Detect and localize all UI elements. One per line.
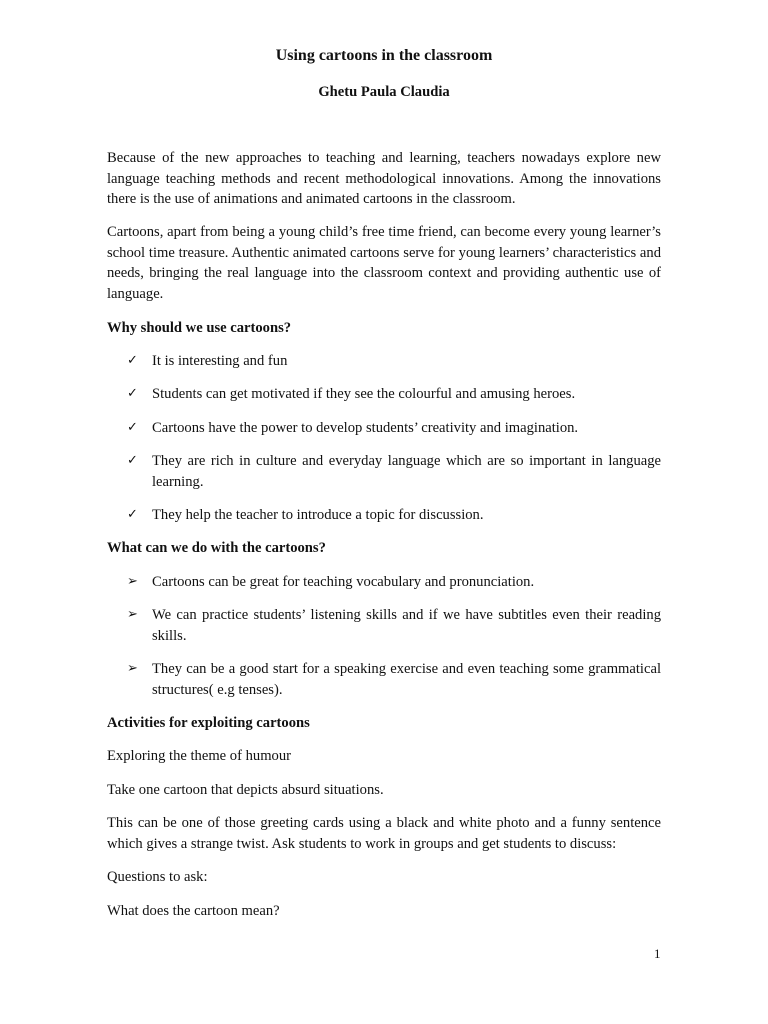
what-item-text: They can be a good start for a speaking exercise and even teaching some grammatical structures( e.g tenses). xyxy=(152,661,661,698)
take-cartoon-line: Take one cartoon that depicts absurd situations. xyxy=(107,782,384,798)
theme-line: Exploring the theme of humour xyxy=(107,748,292,764)
why-item-text: Cartoons have the power to develop students’ creativity and imagination. xyxy=(152,420,579,436)
checkmark-icon: ✓ xyxy=(127,507,138,522)
document-title: Using cartoons in the classroom xyxy=(275,47,493,64)
cartoon-meaning-question: What does the cartoon mean? xyxy=(107,903,280,919)
why-item-text: It is interesting and fun xyxy=(152,353,288,369)
what-item-text: Cartoons can be great for teaching vocabulary and pronunciation. xyxy=(152,574,535,590)
why-item-text: They are rich in culture and everyday language which are so important in language learning. xyxy=(152,453,661,490)
questions-line: Questions to ask: xyxy=(107,869,208,885)
what-item-text: We can practice students’ listening skills and if we have subtitles even their reading skills. xyxy=(152,607,661,644)
cartoons-paragraph: Cartoons, apart from being a young child’s free time friend, can become every young learner’s school time treasure. Authentic animated cartoons serve for young learners’ characteristics and needs, bringing the real language into the classroom context and providing authentic use of language. xyxy=(107,224,661,302)
greeting-card-paragraph: This can be one of those greeting cards using a black and white photo and a funny sentence which gives a strange twist. Ask students to work in groups and get students to discuss: xyxy=(107,815,661,852)
arrowhead-bullet-icon: ➢ xyxy=(127,661,138,676)
heading-what: What can we do with the cartoons? xyxy=(107,540,326,556)
checkmark-icon: ✓ xyxy=(127,420,138,435)
intro-paragraph: Because of the new approaches to teaching and learning, teachers nowadays explore new language teaching methods and recent methodological innovations. Among the innovations there is the use of animations and animated cartoons in the classroom. xyxy=(107,150,661,208)
checkmark-icon: ✓ xyxy=(127,386,138,401)
heading-activities: Activities for exploiting cartoons xyxy=(107,715,310,731)
arrowhead-bullet-icon: ➢ xyxy=(127,574,138,589)
arrowhead-bullet-icon: ➢ xyxy=(127,607,138,622)
heading-why: Why should we use cartoons? xyxy=(107,320,292,336)
page-number: 1 xyxy=(654,946,661,961)
checkmark-icon: ✓ xyxy=(127,453,138,468)
why-item-text: They help the teacher to introduce a topic for discussion. xyxy=(152,507,484,523)
why-item-text: Students can get motivated if they see the colourful and amusing heroes. xyxy=(152,386,576,402)
document-author: Ghetu Paula Claudia xyxy=(318,84,450,100)
checkmark-icon: ✓ xyxy=(127,353,138,368)
